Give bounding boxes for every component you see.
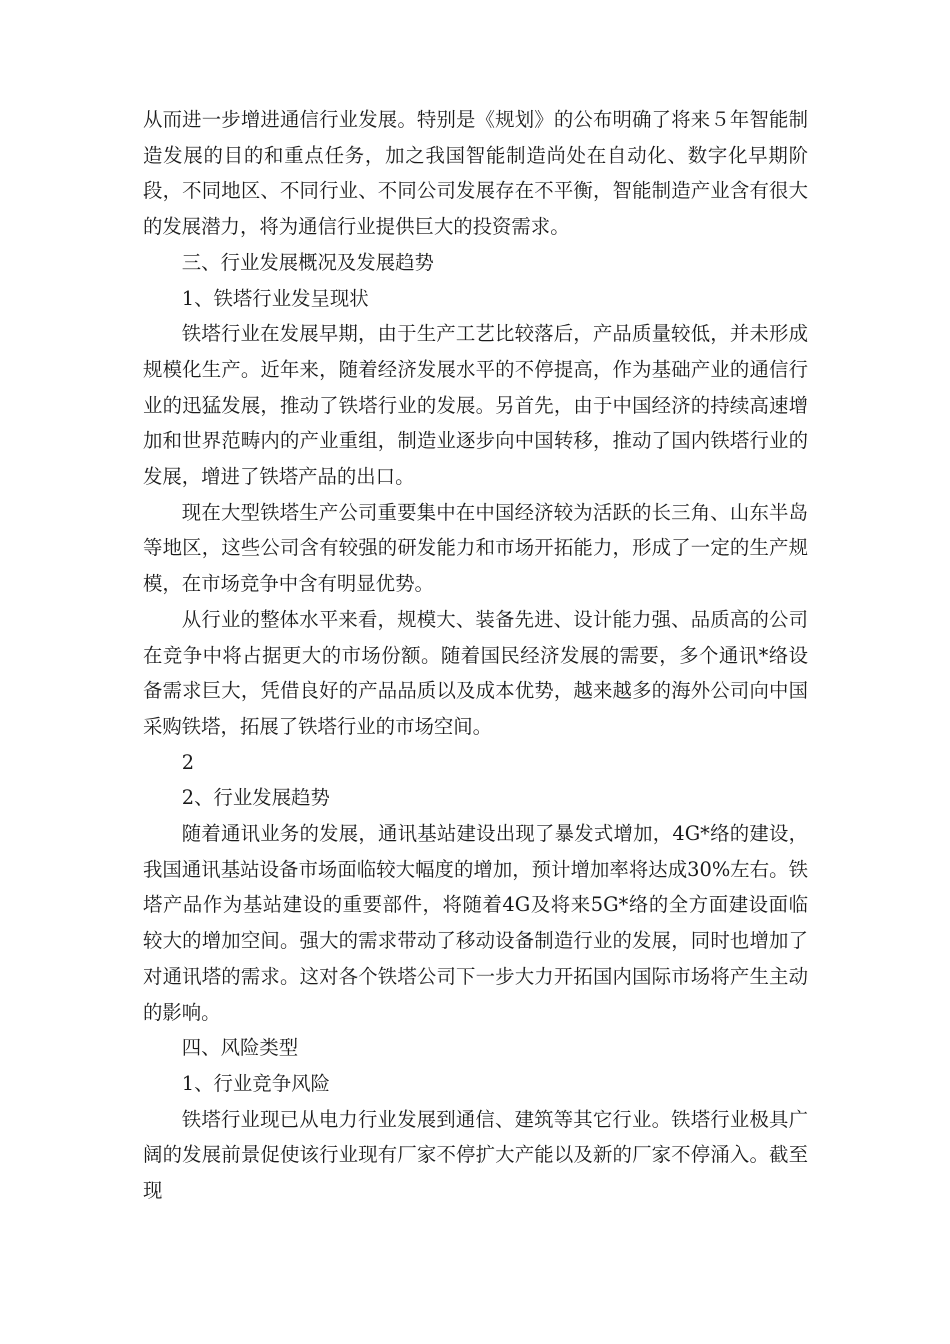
subheading-competition-risk: 1、行业竞争风险: [181, 1071, 330, 1095]
document-body: [143, 102, 808, 1209]
paragraph-major-companies: 现在大型铁塔生产公司重要集中在中国经济较为活跃的长三角、山东半岛等地区，这些公司含有较强的研发能力和市场开拓能力，形成了一定的生产规模，在市场竞争中含有明显优势。: [143, 500, 808, 596]
subheading-tower-status: 1、铁塔行业发呈现状: [181, 286, 369, 310]
subheading-industry-trend: 2、行业发展趋势: [181, 786, 330, 810]
paragraph-continuation: 从而进一步增进通信行业发展。特别是《规划》的公布明确了将来５年智能制造发展的目的和重点任务，加之我国智能制造尚处在自动化、数字化早期阶段，不同地区、不同行业、不同公司发展存在不平衡，智能制造产业含有很大的发展潜力，将为通信行业提供巨大的投资需求。: [143, 108, 808, 239]
paragraph-base-station-growth: 随着通讯业务的发展，通讯基站建设出现了暴发式增加，4G*络的建设，我国通讯基站设备市场面临较大幅度的增加，预计增加率将达成30%左右。铁塔产品作为基站建设的重要部件，将随着4G及将来5G*络的全方面建设面临较大的增加空间。强大的需求带动了移动设备制造行业的发展，同时也增加了对通讯塔的需求。这对各个铁塔公司下一步大力开拓国内国际市场将产生主动的影响。: [143, 822, 808, 1024]
paragraph-industry-level: 从行业的整体水平来看，规模大、装备先进、设计能力强、品质高的公司在竞争中将占据更大的市场份额。随着国民经济发展的需要，多个通讯*络设备需求巨大，凭借良好的产品品质以及成本优势，越来越多的海外公司向中国采购铁塔，拓展了铁塔行业的市场空间。: [143, 607, 808, 738]
section-heading-risk-types: 四、风险类型: [181, 1036, 299, 1060]
paragraph-tower-early-stage: 铁塔行业在发展早期，由于生产工艺比较落后，产品质量较低，并未形成规模化生产。近年来，随着经济发展水平的不停提高，作为基础产业的通信行业的迅猛发展，推动了铁塔行业的发展。另首先，由于中国经济的持续高速增加和世界范畴内的产业重组，制造业逐步向中国转移，推动了国内铁塔行业的发展，增进了铁塔产品的出口。: [143, 322, 808, 489]
page-number: 2: [181, 750, 195, 774]
section-heading-industry-overview: 三、行业发展概况及发展趋势: [181, 250, 434, 274]
paragraph-competition: 铁塔行业现已从电力行业发展到通信、建筑等其它行业。铁塔行业极具广阔的发展前景促使该行业现有厂家不停扩大产能以及新的厂家不停涌入。截至现: [143, 1107, 808, 1203]
